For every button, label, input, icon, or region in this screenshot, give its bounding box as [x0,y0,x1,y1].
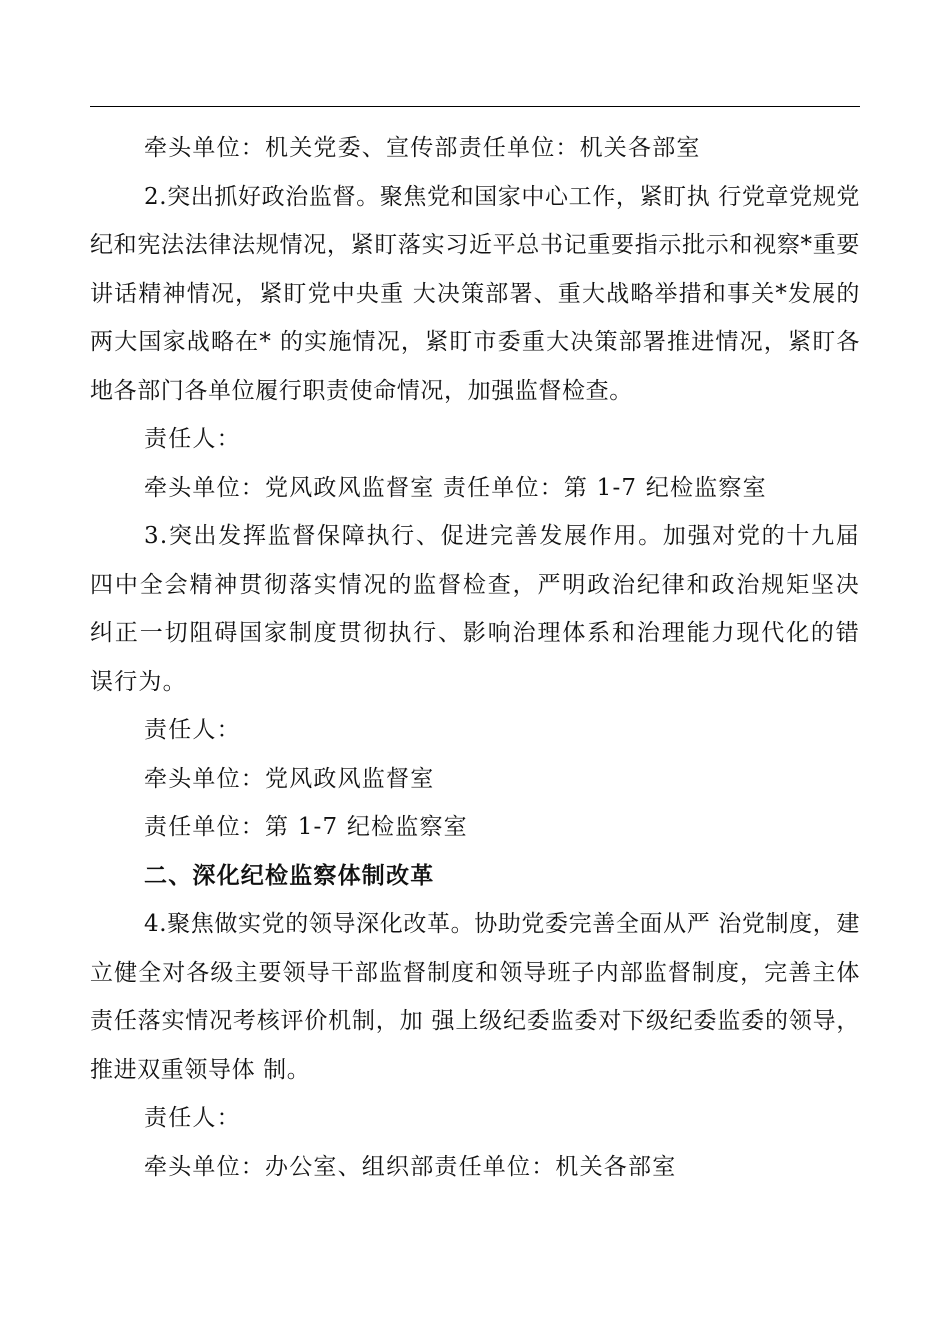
document-body [90,124,860,1191]
section-heading: 二、深化纪检监察体制改革 [144,862,435,889]
item-2-political-supervision: 2.突出抓好政治监督。聚焦党和国家中心工作，紧盯执 行党章党规党纪和宪法法律法规情况，紧盯落实习近平总书记重要指示批示和视察*重要讲话精神情况，紧盯党中央重 大决策部署、重大战略举措和事关*发展的两大国家战略在* 的实施情况，紧盯市委重大决策部署推进情况，紧盯各地各部门各单位履行职责使命情况，加强监督检查。 [90,183,860,404]
responsible-unit-line: 责任单位：第 1-7 纪检监察室 [144,814,468,840]
item-4-party-leadership-reform: 4.聚焦做实党的领导深化改革。协助党委完善全面从严 治党制度，建立健全对各级主要领导干部监督制度和领导班子内部监督制度，完善主体责任落实情况考核评价机制，加 强上级纪委监委对下级纪委监委的领导，推进双重领导体 制。 [90,911,860,1083]
item-3-supervision-guarantee: 3.突出发挥监督保障执行、促进完善发展作用。加强对党的十九届四中全会精神贯彻落实情况的监督检查，严明政治纪律和政治规矩坚决纠正一切阻碍国家制度贯彻执行、影响治理体系和治理能力现代化的错误行为。 [90,523,860,695]
responsible-person-label: 责任人： [144,717,241,743]
responsible-person-label: 责任人： [144,1105,241,1131]
lead-unit-line: 牵头单位：党风政风监督室 [144,765,435,792]
lead-unit-line: 牵头单位：机关党委、宣传部责任单位：机关各部室 [144,135,701,161]
responsible-person-label: 责任人： [144,426,241,452]
lead-unit-line: 牵头单位：党风政风监督室 责任单位：第 1-7 纪检监察室 [144,474,767,501]
header-rule [90,106,860,107]
lead-unit-line: 牵头单位：办公室、组织部责任单位：机关各部室 [144,1153,677,1180]
